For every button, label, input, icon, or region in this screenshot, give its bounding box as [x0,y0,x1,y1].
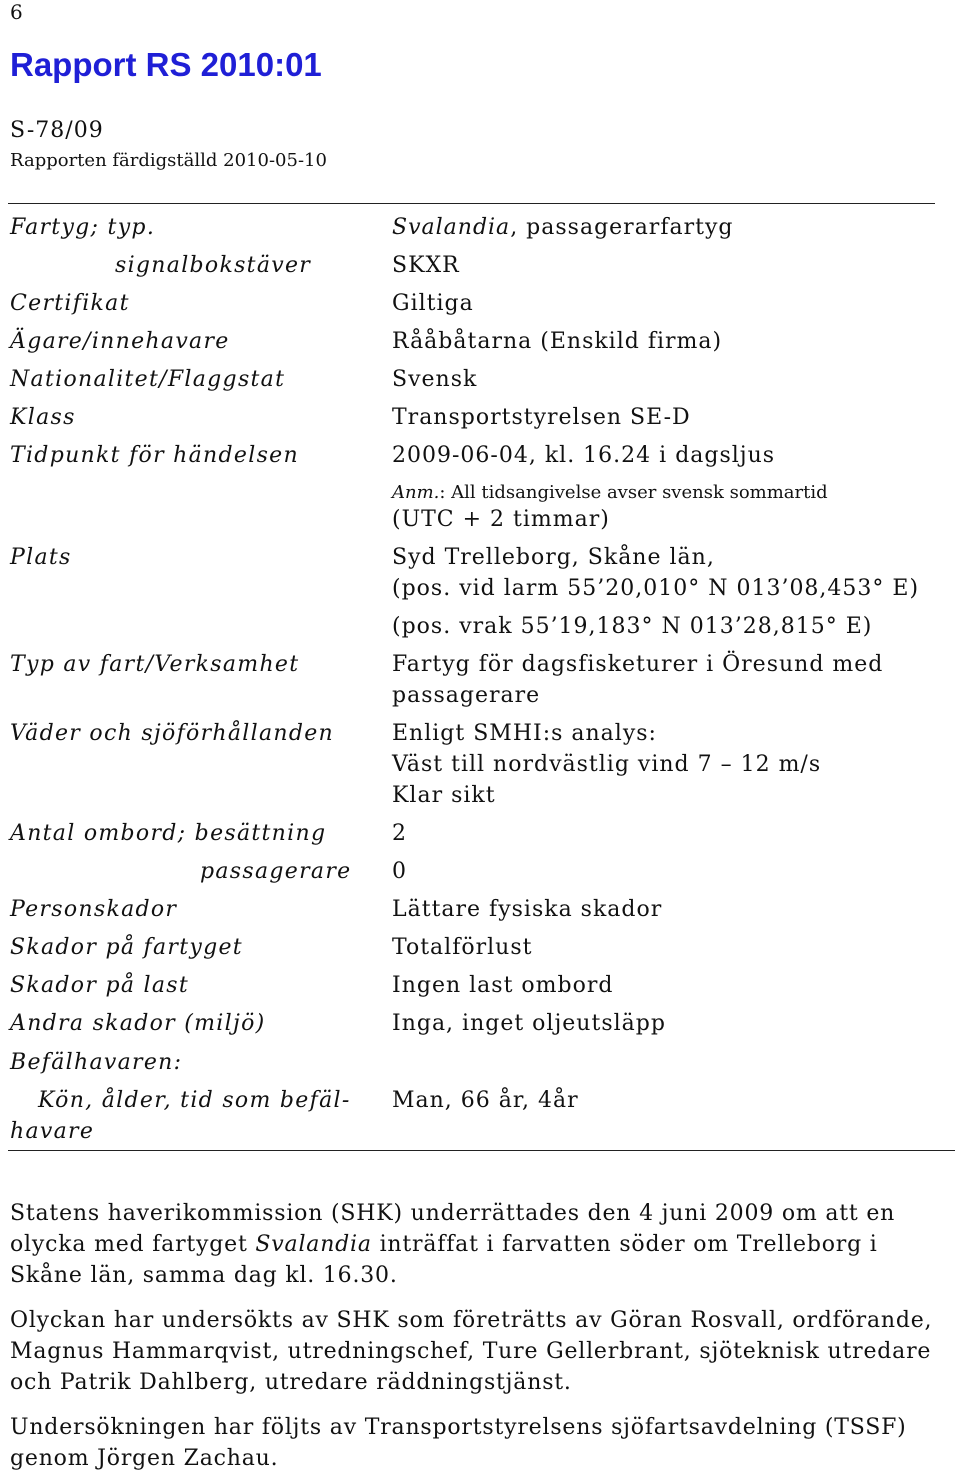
paragraph-investigators: Olyckan har undersökts av SHK som företrätts av Göran Rosvall, ordförande, Magnus Hammarqvist, utredningschef, Ture Gellerbrant, sjöteknisk utredare och Patrik Dahlberg, utredare räddningstjänst. [10,1308,933,1395]
table-bottom-rule [8,1150,955,1151]
signal-label: signalbokstäver [115,253,312,278]
environment-damage-value: Inga, inget oljeutsläpp [392,1011,666,1036]
nation-label: Nationalitet/Flaggstat [10,367,286,392]
trade-label: Typ av fart/Verksamhet [10,652,300,677]
cert-value: Giltiga [392,291,474,316]
environment-damage-label: Andra skador (miljö) [10,1011,266,1036]
report-title: Rapport RS 2010:01 [10,46,322,83]
passenger-value: 0 [392,859,407,884]
weather-value: Enligt SMHI:s analys: [392,721,657,746]
time-label: Tidpunkt för händelsen [10,443,299,468]
trade-value: Fartyg för dagsfisketurer i Öresund med [392,652,884,677]
cargo-damage-label: Skador på last [10,973,190,998]
page-number: 6 [10,0,23,24]
table-top-rule [8,203,935,204]
reference-number: S-78/09 [10,118,104,143]
owner-label: Ägare/innehavare [10,329,230,354]
injury-label: Personskador [10,897,178,922]
paragraph-notification-part2: inträffat i farvatten söder om Trelleborg i Skåne län, samma dag kl. 16.30. [10,1232,878,1288]
place-value: Syd Trelleborg, Skåne län, [392,545,715,570]
injury-value: Lättare fysiska skador [392,897,663,922]
owner-value: Rååbåtarna (Enskild firma) [392,329,723,354]
time-note [392,482,828,503]
ship-damage-value: Totalförlust [392,935,533,960]
time-note-prefix: Anm. [392,482,440,503]
wreck-position: (pos. vrak 55’19,183° N 013’28,815° E) [392,614,873,639]
nation-value: Svensk [392,367,478,392]
alarm-position: (pos. vid larm 55’20,010° N 013’08,453° E) [392,576,920,601]
ship-name-italic: Svalandia [255,1232,372,1257]
passenger-label: passagerare [200,859,352,884]
weather-label: Väder och sjöförhållanden [10,721,334,746]
vessel-value [392,215,733,240]
cert-label: Certifikat [10,291,130,316]
vessel-type: , passagerarfartyg [510,215,734,240]
ship-damage-label: Skador på fartyget [10,935,243,960]
master-detail-value: Man, 66 år, 4år [392,1088,579,1113]
time-note-utc: (UTC + 2 timmar) [392,507,610,532]
signal-value: SKXR [392,253,460,278]
class-label: Klass [10,405,76,430]
vessel-name: Svalandia [392,215,511,240]
wind-value: Väst till nordvästlig vind 7 – 12 m/s [392,752,822,777]
master-label: Befälhavaren: [10,1050,183,1075]
crew-value: 2 [392,821,407,846]
class-value: Transportstyrelsen SE-D [392,405,691,430]
paragraph-notification-part1: Statens haverikommission (SHK) underrättades den 4 juni 2009 om att en olycka med fartyget [10,1201,896,1257]
paragraph-followed: Undersökningen har följts av Transportstyrelsens sjöfartsavdelning (TSSF) genom Jörgen Zachau. [10,1415,907,1471]
time-value: 2009-06-04, kl. 16.24 i dagsljus [392,443,776,468]
visibility-value: Klar sikt [392,783,496,808]
master-detail-label: Kön, ålder, tid som befäl- [38,1088,351,1113]
paragraph-notification [10,1198,955,1291]
master-detail-label-cont: havare [10,1119,95,1144]
time-note-text: : All tidsangivelse avser svensk sommartid [439,482,828,503]
completion-date: Rapporten färdigställd 2010-05-10 [10,150,327,171]
vessel-label: Fartyg; typ. [10,215,156,240]
place-label: Plats [10,545,72,570]
crew-label: Antal ombord; besättning [10,821,327,846]
cargo-damage-value: Ingen last ombord [392,973,614,998]
trade-value-cont: passagerare [392,683,541,708]
